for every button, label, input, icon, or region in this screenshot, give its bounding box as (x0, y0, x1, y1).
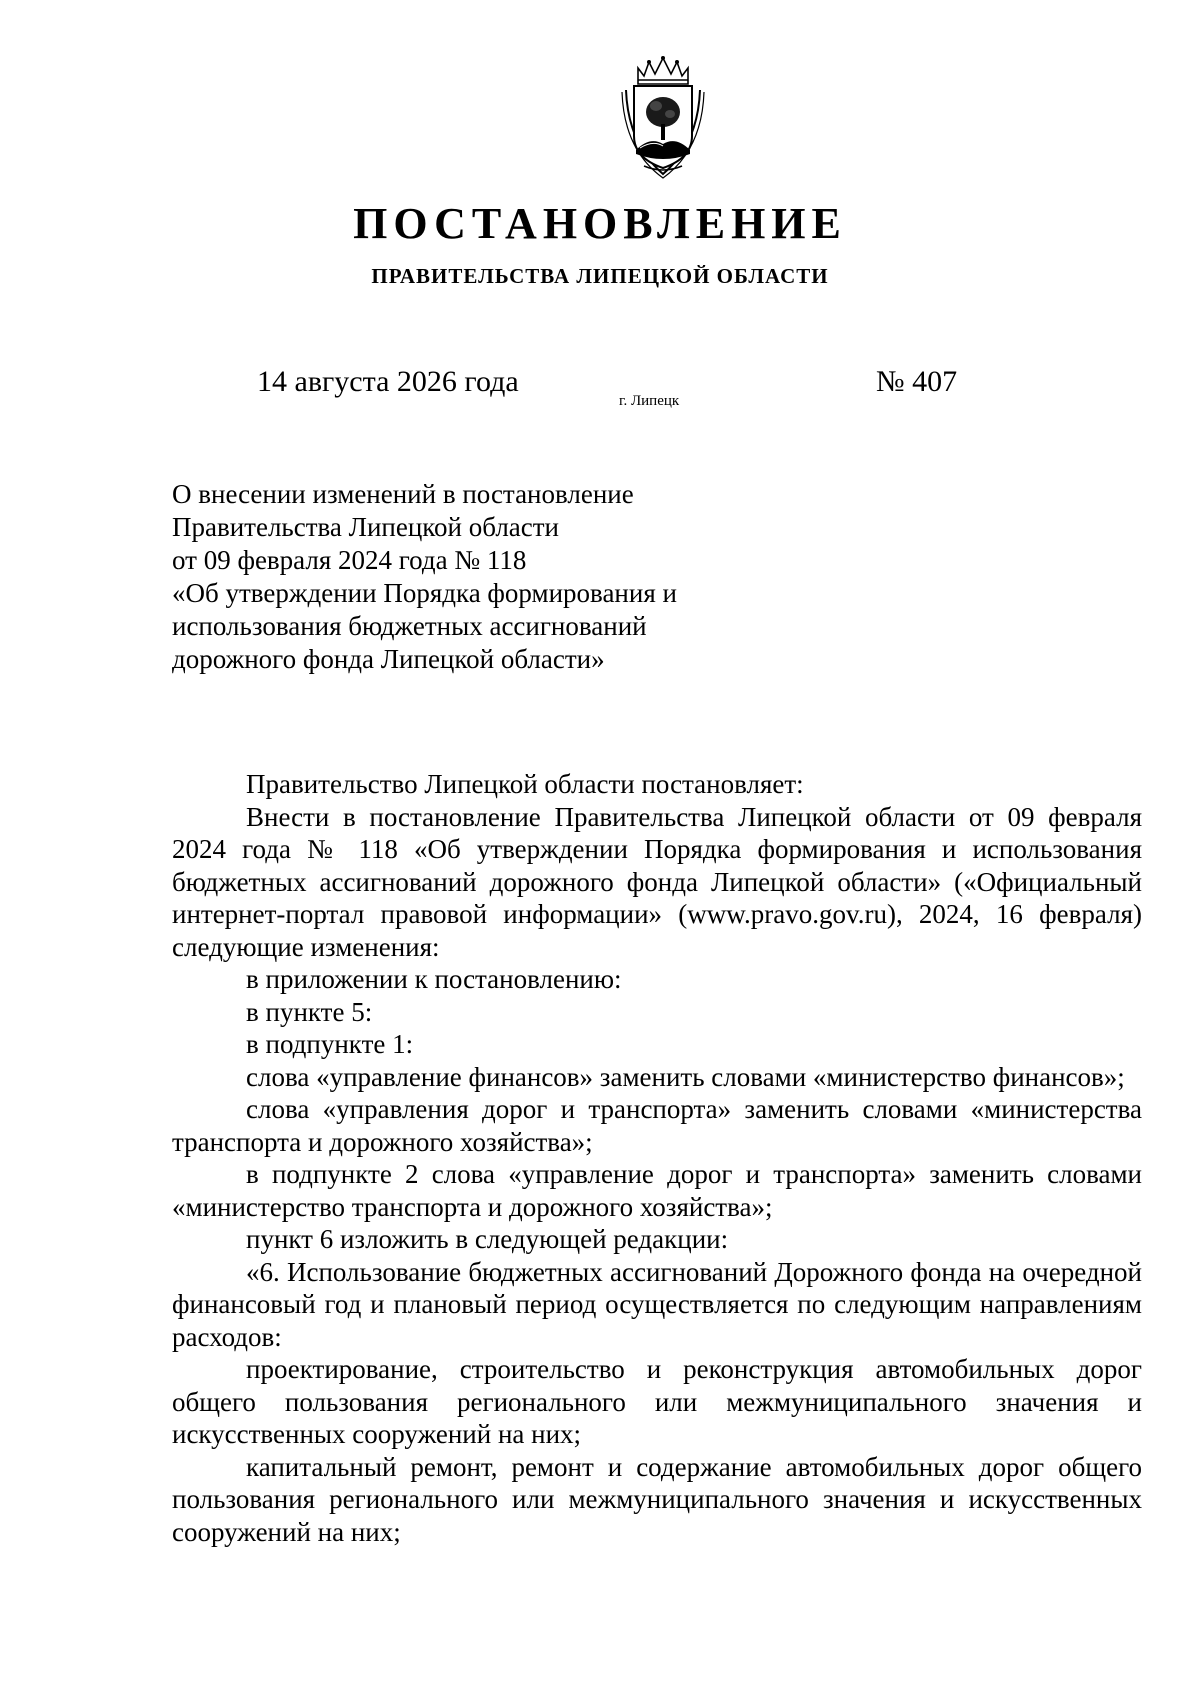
document-title: ПОСТАНОВЛЕНИЕ (353, 199, 847, 248)
document-heading (172, 478, 792, 676)
body-paragraph: в пункте 5: (246, 996, 373, 1027)
body-paragraph: Внести в постановление Правительства Липецкой области от 09 февраля 2024 года № 118 «Об утверждении Порядка формирования и использования бюджетных ассигнований дорожного фонда Липецкой области» («Официальный интернет-портал правовой информации» (www.pravo.gov.ru), 2024, 16 февраля) следующие изменения: (172, 801, 1142, 962)
document-subtitle: ПРАВИТЕЛЬСТВА ЛИПЕЦКОЙ ОБЛАСТИ (371, 264, 829, 288)
document-city: г. Липецк (619, 393, 680, 409)
document-date: 14 августа 2026 года (257, 365, 519, 398)
body-paragraph: проектирование, строительство и реконструкция автомобильных дорог общего пользования регионального или межмуниципального значения и искусственных сооружений на них; (172, 1354, 1142, 1449)
heading-line: от 09 февраля 2024 года № 118 (172, 545, 527, 575)
body-paragraph: слова «управление финансов» заменить словами «министерство финансов»; (246, 1061, 1125, 1092)
body-paragraph: слова «управления дорог и транспорта» заменить словами «министерства транспорта и дорожного хозяйства»; (172, 1094, 1142, 1157)
heading-line: дорожного фонда Липецкой области» (172, 644, 605, 674)
body-paragraph: «6. Использование бюджетных ассигнований Дорожного фонда на очередной финансовый год и плановый период осуществляется по следующим направлениям расходов: (172, 1256, 1142, 1352)
body-paragraph: капитальный ремонт, ремонт и содержание автомобильных дорог общего пользования регионального или межмуниципального значения и искусственных сооружений на них; (172, 1451, 1142, 1547)
body-paragraph: в приложении к постановлению: (246, 964, 622, 994)
body-paragraph: в подпункте 1: (246, 1029, 414, 1059)
body-paragraph: Правительство Липецкой области постановляет: (246, 769, 804, 799)
body-paragraph: в подпункте 2 слова «управление дорог и транспорта» заменить словами «министерство транспорта и дорожного хозяйства»; (172, 1159, 1142, 1222)
document-number: № 407 (876, 365, 958, 398)
document-body (172, 768, 1142, 1548)
lipetsk-oblast-coat-of-arms-icon (618, 54, 708, 180)
heading-line: использования бюджетных ассигнований (172, 611, 647, 641)
heading-line: «Об утверждении Порядка формирования и (172, 578, 677, 608)
body-paragraph: пункт 6 изложить в следующей редакции: (246, 1224, 729, 1254)
heading-line: Правительства Липецкой области (172, 512, 560, 542)
heading-line: О внесении изменений в постановление (172, 479, 634, 509)
